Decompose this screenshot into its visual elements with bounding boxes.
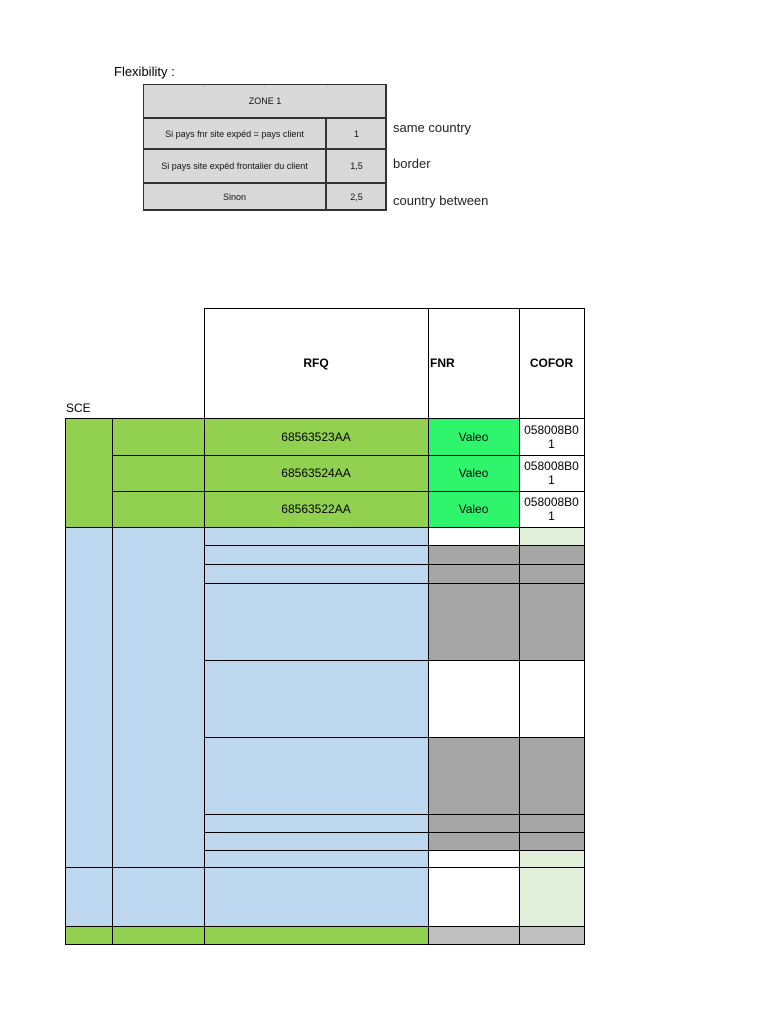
zone-note-border: border — [393, 156, 431, 171]
blue-group-cell — [65, 527, 112, 867]
header-rfq: RFQ — [204, 308, 428, 418]
table-row — [204, 660, 428, 737]
table-row — [204, 737, 428, 814]
empty-cell — [428, 850, 519, 867]
table-row — [204, 926, 428, 944]
zone-row-2-condition: Si pays site expéd frontalier du client — [143, 149, 326, 183]
empty-cell — [519, 564, 584, 583]
table-row — [204, 867, 428, 926]
green-group-cell — [65, 418, 112, 527]
empty-cell — [519, 814, 584, 832]
empty-cell — [519, 850, 584, 867]
empty-cell — [428, 527, 519, 545]
empty-cell — [428, 832, 519, 850]
empty-cell — [428, 737, 519, 814]
empty-cell — [428, 545, 519, 564]
empty-cell — [519, 926, 584, 944]
blue-subgroup-cell — [112, 527, 204, 867]
fnr-cell: Valeo — [428, 418, 519, 455]
table-row — [65, 926, 112, 944]
cofor-cell: 058008B01 — [519, 418, 584, 455]
fnr-cell: Valeo — [428, 491, 519, 527]
cofor-cell: 058008B01 — [519, 491, 584, 527]
zone-row-2-value: 1,5 — [326, 149, 387, 183]
zone-note-country-between: country between — [393, 193, 489, 208]
zone-row-1-condition: Si pays fnr site expéd = pays client — [143, 118, 326, 149]
empty-cell — [428, 564, 519, 583]
table-row — [204, 545, 428, 564]
zone-row-1-value: 1 — [326, 118, 387, 149]
table-row — [204, 564, 428, 583]
zone-row-3-condition: Sinon — [143, 183, 326, 211]
empty-cell — [428, 926, 519, 944]
fnr-cell: Valeo — [428, 455, 519, 491]
table-row — [112, 418, 204, 455]
empty-cell — [519, 867, 584, 926]
header-fnr: FNR — [428, 308, 519, 418]
table-row — [204, 832, 428, 850]
table-row — [204, 814, 428, 832]
empty-cell — [519, 660, 584, 737]
empty-cell — [519, 583, 584, 660]
zone-table — [143, 84, 387, 211]
empty-cell — [519, 527, 584, 545]
blue-group-cell — [65, 867, 112, 926]
table-row — [112, 455, 204, 491]
empty-cell — [428, 867, 519, 926]
empty-cell — [428, 583, 519, 660]
flexibility-title: Flexibility : — [114, 64, 175, 79]
table-row — [204, 583, 428, 660]
header-cofor: COFOR — [519, 308, 584, 418]
main-table — [65, 308, 585, 945]
table-row — [112, 491, 204, 527]
sce-label: SCE — [66, 401, 91, 415]
rfq-cell: 68563523AA — [204, 418, 428, 455]
empty-cell — [428, 814, 519, 832]
zone-note-same-country: same country — [393, 120, 472, 135]
rfq-cell: 68563522AA — [204, 491, 428, 527]
cofor-cell: 058008B01 — [519, 455, 584, 491]
table-row — [204, 527, 428, 545]
empty-cell — [428, 660, 519, 737]
zone-header: ZONE 1 — [143, 84, 387, 118]
table-row — [204, 850, 428, 867]
rfq-cell: 68563524AA — [204, 455, 428, 491]
empty-cell — [519, 545, 584, 564]
zone-row-3-value: 2,5 — [326, 183, 387, 211]
blue-subgroup-cell — [112, 867, 204, 926]
table-row — [112, 926, 204, 944]
empty-cell — [519, 832, 584, 850]
empty-cell — [519, 737, 584, 814]
